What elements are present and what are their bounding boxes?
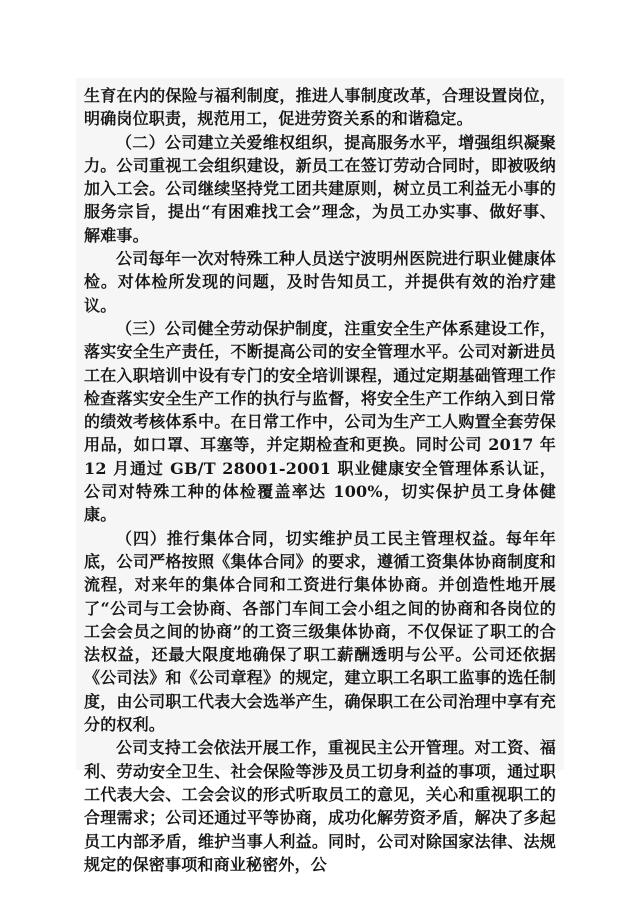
paragraph-section-2: （二）公司建立关爱维权组织，提高服务水平，增强组织凝聚力。公司重视工会组织建设，新员工在签订劳动合同时，即被吸纳加入工会。公司继续坚持党工团共建原则，树立员工利益无小事的服务宗旨，提出“有困难找工会”理念，为员工办实事、做好事、解难事。 <box>84 132 556 245</box>
paragraph-health-check: 公司每年一次对特殊工种人员送宁波明州医院进行职业健康体检。对体检所发现的问题，及时告知员工，并提供有效的治疗建议。 <box>84 249 556 315</box>
paragraph-section-4: （四）推行集体合同，切实维护员工民主管理权益。每年年底，公司严格按照《集体合同》的要求，遵循工资集体协商制度和流程，对来年的集体合同和工资进行集体协商。并创造性地开展了“公司与工会协商、各部门车间工会小组之间的协商和各岗位的工会会员之间的协商”的工资三级集体协商，不仅保证了职工的合法权益，还最大限度地确保了职工薪酬透明与公平。公司还依据《公司法》和《公司章程》的规定，建立职工名职工监事的选任制度，由公司职工代表大会选举产生，确保职工在公司治理中享有充分的权利。 <box>84 528 556 735</box>
document-page <box>84 84 556 876</box>
paragraph-continuation: 生育在内的保险与福利制度，推进人事制度改革，合理设置岗位，明确岗位职责，规范用工，促进劳资关系的和谐稳定。 <box>84 86 556 129</box>
paragraph-section-3: （三）公司健全劳动保护制度，注重安全生产体系建设工作，落实安全生产责任，不断提高公司的安全管理水平。公司对新进员工在入职培训中设有专门的安全培训课程，通过定期基础管理工作检查落实安全生产工作的执行与监督，将安全生产工作纳入到日常的绩效考核体系中。在日常工作中，公司为生产工人购置全套劳保用品，如口罩、耳塞等，并定期检查和更换。同时公司 2017 年 12 月通过 GB/T 28001-2001 职业健康安全管理体系认证，公司对特殊工种的体检覆盖率达 100%，切实保护员工身体健康。 <box>84 318 556 525</box>
paragraph-union-support: 公司支持工会依法开展工作，重视民主公开管理。对工资、福利、劳动安全卫生、社会保险等涉及员工切身利益的事项，通过职工代表大会、工会会议的形式听取员工的意见，关心和重视职工的合理需求；公司还通过平等协商，成功化解劳资矛盾，解决了多起员工内部矛盾，维护当事人利益。同时，公司对除国家法律、法规规定的保密事项和商业秘密外，公 <box>84 738 556 874</box>
